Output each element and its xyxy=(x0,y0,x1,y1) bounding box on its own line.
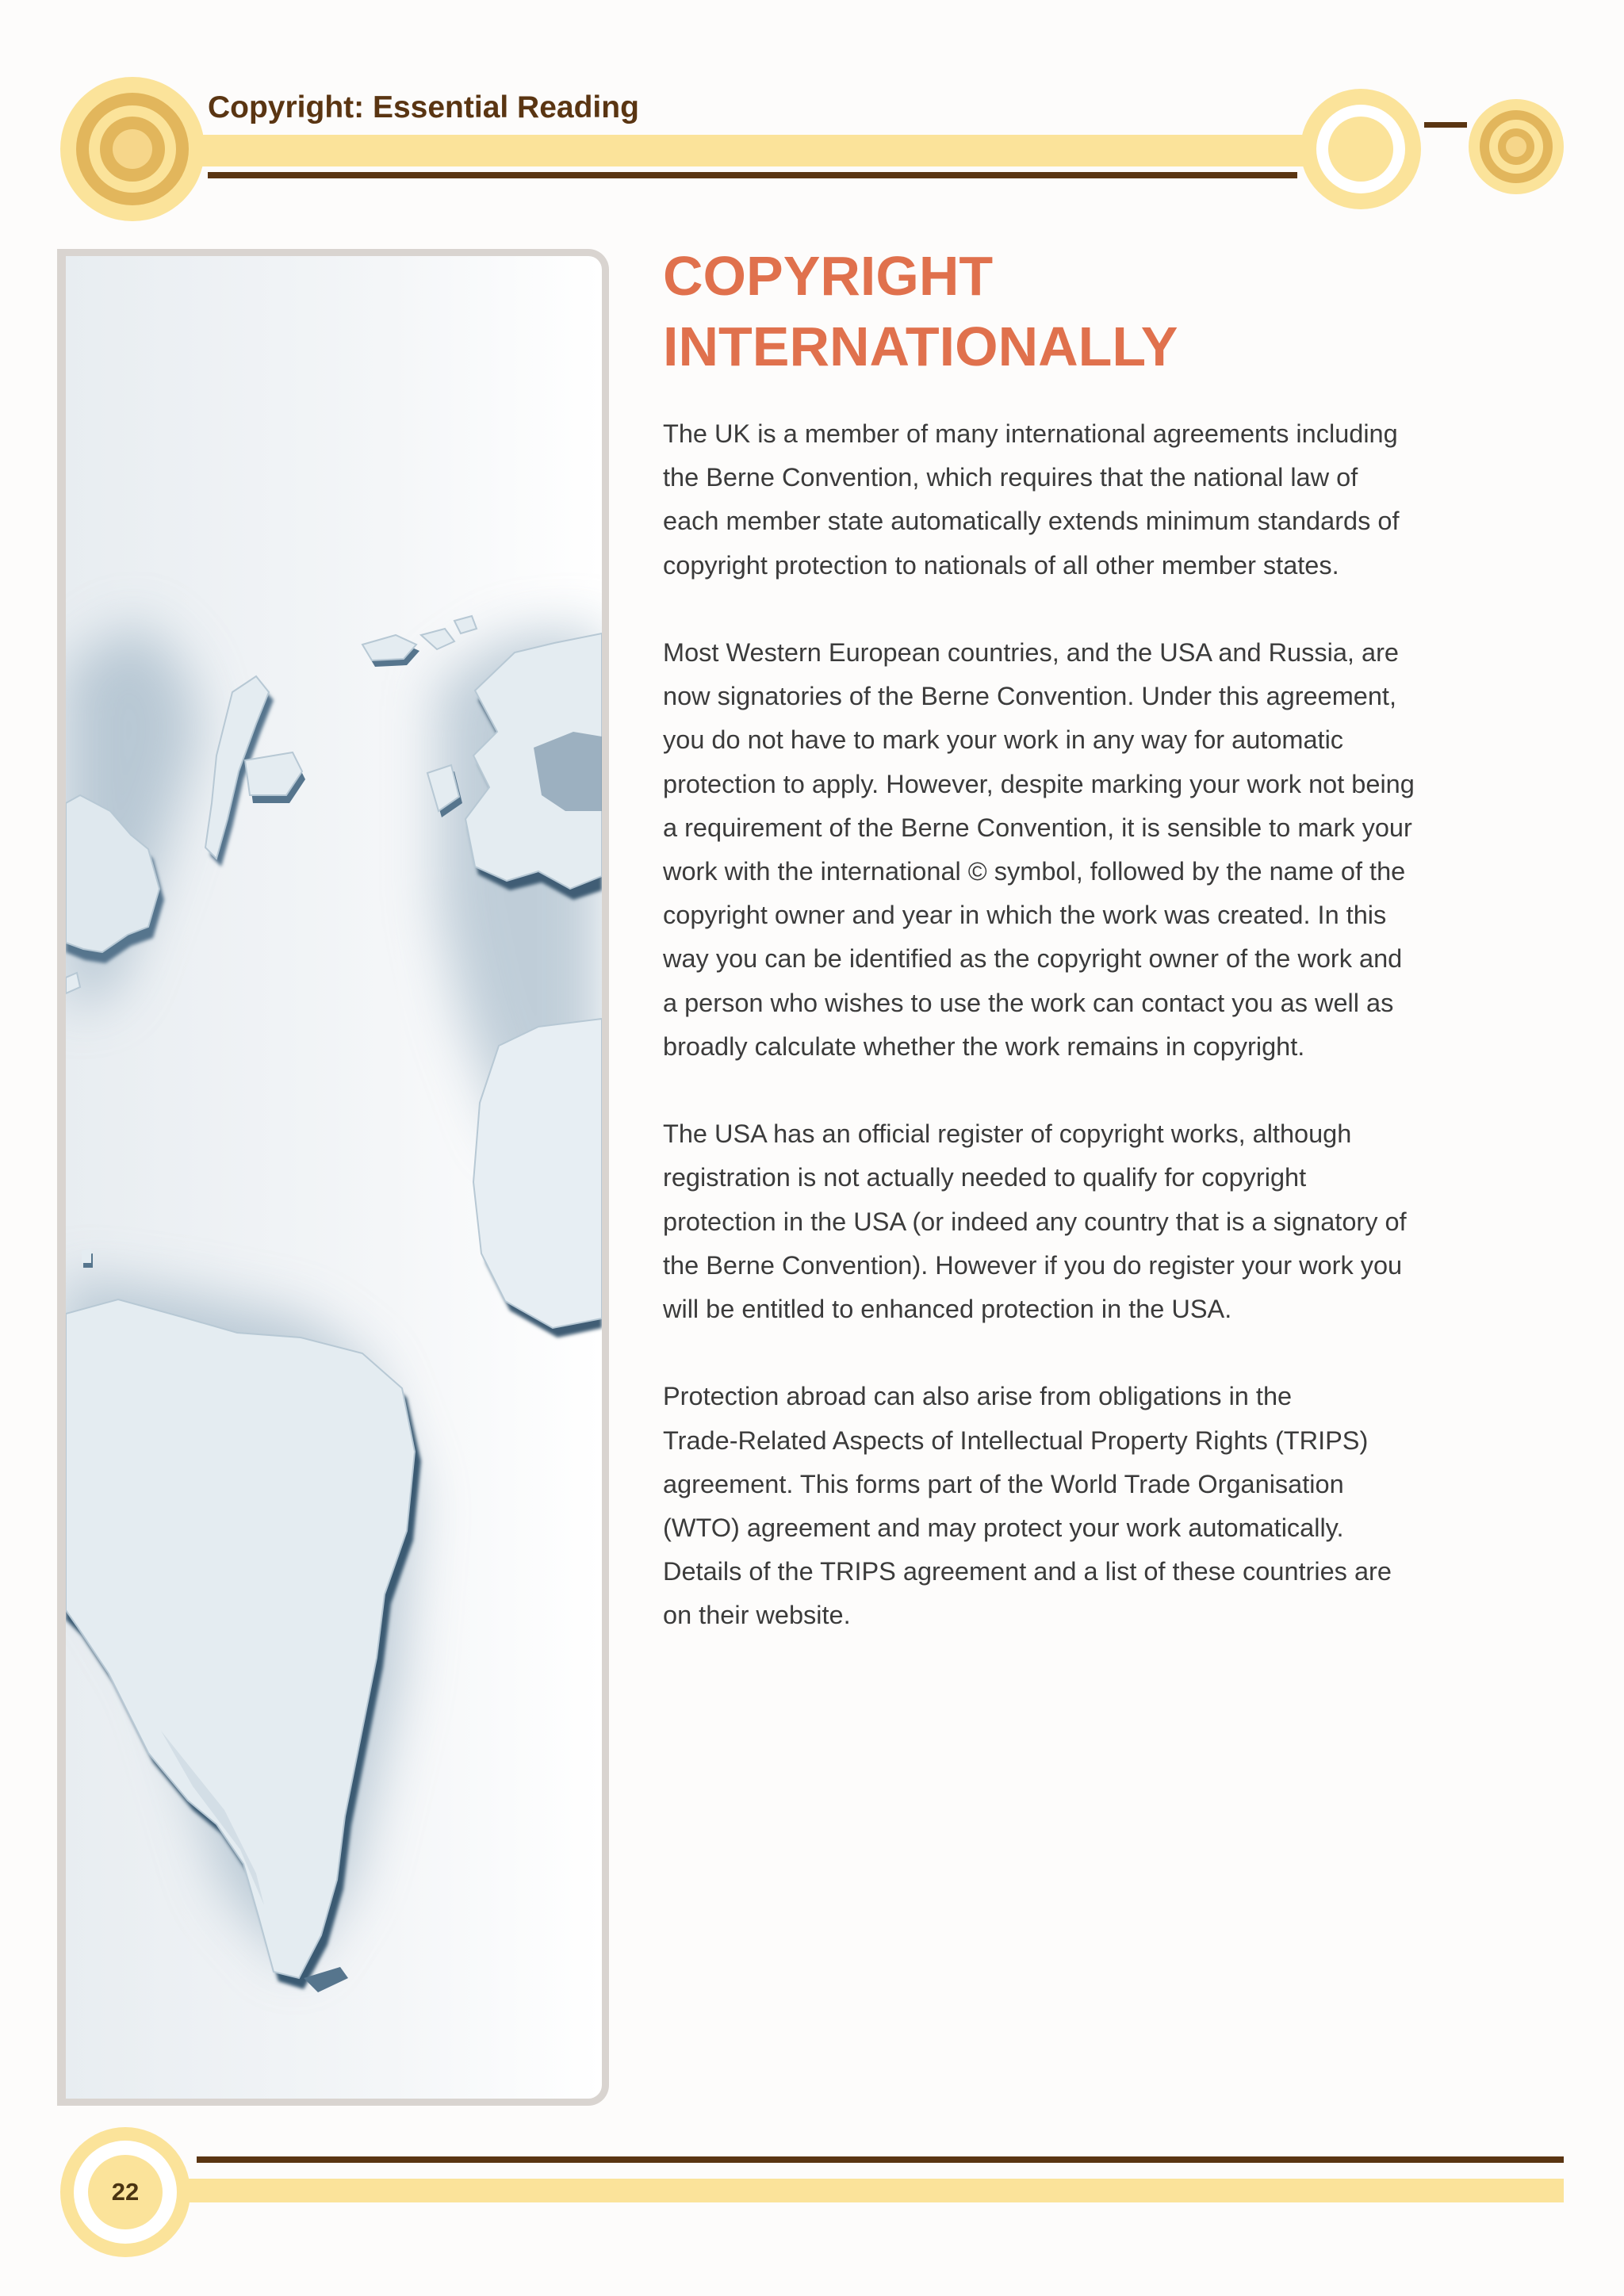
paragraph-usa-register: The USA has an official register of copyright works, although registration is not actually needed to qualify for copyright protection in the USA (or indeed any country that is a signatory of the Berne Convention). However if you do register your work you will be entitled to enhanced protection in the USA. xyxy=(663,1119,1407,1324)
world-map-illustration xyxy=(66,256,602,2099)
article-title-line-1: COPYRIGHT xyxy=(663,245,994,307)
paragraph-trips-agreement: Protection abroad can also arise from obligations in the Trade-Related Aspects of Intellectual Property Rights (TRIPS) agreement. This forms part of the World Trade Organisation (WTO) agreement and may protect your work automatically. Details of the TRIPS agreement and a list of these countries are on their website. xyxy=(663,1382,1392,1630)
article-body xyxy=(663,412,1503,1682)
running-header-title: Copyright: Essential Reading xyxy=(208,90,639,124)
article-title xyxy=(663,241,1456,382)
continent-africa xyxy=(473,1019,602,1337)
header-band xyxy=(143,135,1316,166)
continent-arctic-islands xyxy=(362,616,477,667)
article-title-line-2: INTERNATIONALLY xyxy=(663,316,1178,377)
footer-rule xyxy=(197,2156,1564,2163)
continent-caribbean-islands xyxy=(66,973,93,1268)
world-map-image xyxy=(57,249,609,2106)
paragraph-marking-work: Most Western European countries, and the USA and Russia, are now signatories of the Berne Convention. Under this agreement, you do not have to mark your work in any way for automatic protection to apply. However, despite marking your work not being a requirement of the Berne Convention, it is sensible to mark your work with the international © symbol, followed by the name of the copyright owner and year in which the work was created. In this way you can be identified as the copyright owner of the work and a person who wishes to use the work can contact you as well as broadly calculate whether the work remains in copyright. xyxy=(663,638,1415,1061)
page-number: 22 xyxy=(111,2178,140,2206)
header-rule xyxy=(208,172,1297,178)
paragraph-berne-membership: The UK is a member of many international agreements including the Berne Convention, which requires that the national law of each member state automatically extends minimum standards of copyright protection to nationals of all other member states. xyxy=(663,419,1400,580)
footer-band xyxy=(135,2179,1564,2202)
